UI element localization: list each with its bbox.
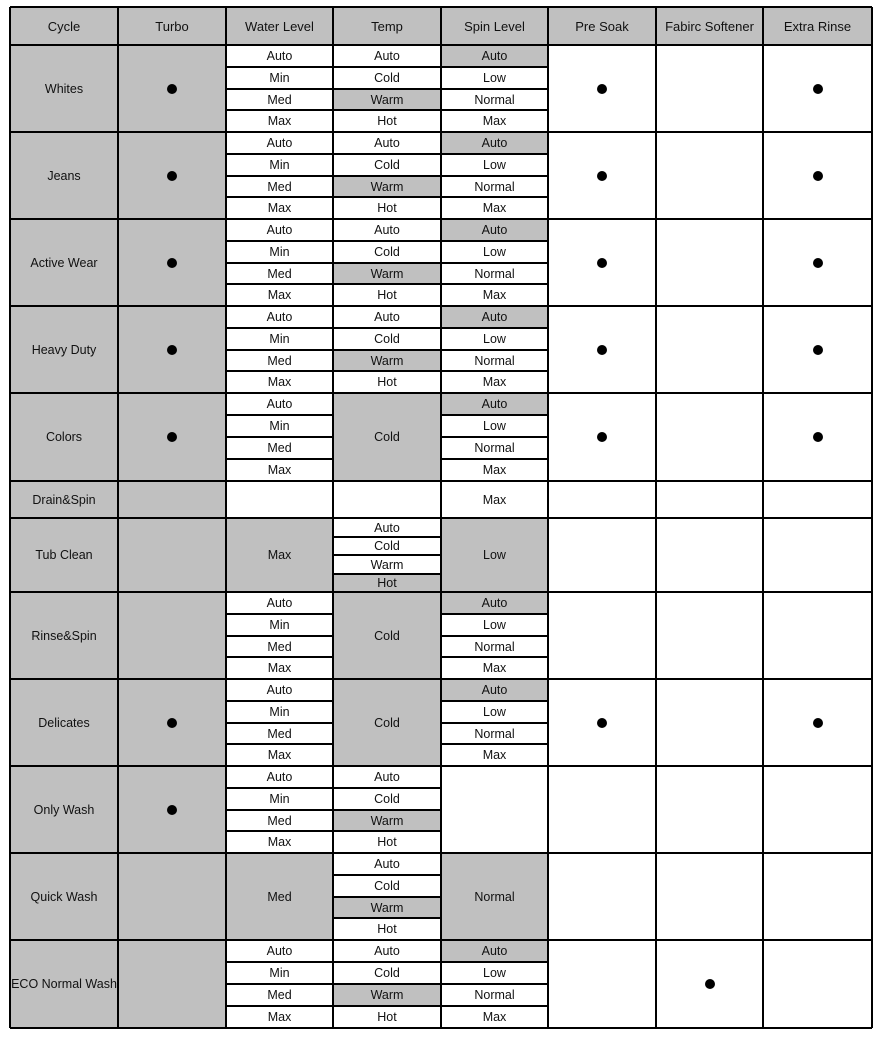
extra-rinse-cell [763, 481, 872, 518]
water-level-option: Auto [226, 45, 333, 67]
bullet-dot-icon [167, 171, 177, 181]
bullet-dot-icon [597, 432, 607, 442]
turbo-cell [118, 766, 226, 853]
water-level-option: Med [226, 437, 333, 459]
table-rule [655, 7, 657, 1028]
extra-rinse-cell [763, 219, 872, 306]
bullet-dot-icon [597, 345, 607, 355]
table-rule [226, 1005, 333, 1007]
water-level-option: Auto [226, 940, 333, 962]
table-rule [226, 175, 333, 177]
table-rule [226, 656, 333, 658]
water-level-option: Med [226, 176, 333, 197]
spin-level-option: Normal [441, 176, 548, 197]
cycle-name: ECO Normal Wash [10, 940, 118, 1028]
water-level-option: Min [226, 701, 333, 723]
pre-soak-cell [548, 132, 656, 219]
extra-rinse-cell [763, 679, 872, 766]
table-rule [441, 722, 548, 724]
water-level-option: Max [226, 657, 333, 679]
temp-option: Auto [333, 766, 441, 788]
temp-option: Warm [333, 897, 441, 918]
pre-soak-cell [548, 393, 656, 481]
bullet-dot-icon [167, 805, 177, 815]
table-rule [441, 196, 548, 198]
cycle-name: Tub Clean [10, 518, 118, 592]
water-level-option: Max [226, 110, 333, 132]
water-level-option: Med [226, 350, 333, 371]
table-rule [226, 743, 333, 745]
spin-level-option: Low [441, 328, 548, 350]
bullet-dot-icon [813, 432, 823, 442]
bullet-dot-icon [813, 718, 823, 728]
water-level-option: Auto [226, 393, 333, 415]
table-rule [226, 153, 333, 155]
table-rule [333, 109, 441, 111]
bullet-dot-icon [167, 258, 177, 268]
spin-level-option: Low [441, 67, 548, 89]
turbo-cell [118, 132, 226, 219]
temp-option: Cold [333, 241, 441, 263]
column-header-cycle: Cycle [10, 7, 118, 45]
bullet-dot-icon [813, 345, 823, 355]
water-level-option: Max [226, 284, 333, 306]
cycle-name: Only Wash [10, 766, 118, 853]
temp-option: Warm [333, 350, 441, 371]
turbo-cell [118, 940, 226, 1028]
water-level-cell: Max [226, 518, 333, 592]
spin-level-option: Normal [441, 350, 548, 371]
cycle-name: Rinse&Spin [10, 592, 118, 679]
turbo-cell [118, 219, 226, 306]
spin-level-option: Max [441, 284, 548, 306]
column-header-temp: Temp [333, 7, 441, 45]
temp-option: Hot [333, 110, 441, 132]
table-rule [441, 635, 548, 637]
temp-cell: Cold [333, 592, 441, 679]
temp-option: Warm [333, 555, 441, 574]
water-level-option: Max [226, 197, 333, 219]
fabric-softener-cell [656, 853, 763, 940]
table-rule [9, 7, 11, 1028]
table-rule [333, 196, 441, 198]
temp-cell: Cold [333, 393, 441, 481]
spin-level-cell: Max [441, 481, 548, 518]
table-rule [441, 743, 548, 745]
temp-option: Cold [333, 67, 441, 89]
spin-level-cell: Normal [441, 853, 548, 940]
bullet-dot-icon [597, 258, 607, 268]
table-rule [333, 349, 441, 351]
wash-cycle-table [10, 7, 872, 1030]
temp-option: Hot [333, 574, 441, 592]
temp-option: Warm [333, 263, 441, 284]
water-level-option: Min [226, 67, 333, 89]
temp-option: Hot [333, 371, 441, 393]
water-level-option: Med [226, 263, 333, 284]
fabric-softener-cell [656, 306, 763, 393]
table-rule [226, 983, 333, 985]
bullet-dot-icon [813, 171, 823, 181]
water-level-cell [226, 481, 333, 518]
extra-rinse-cell [763, 940, 872, 1028]
temp-option: Hot [333, 284, 441, 306]
temp-cell [333, 481, 441, 518]
temp-option: Cold [333, 537, 441, 555]
temp-option: Auto [333, 518, 441, 537]
column-header-fabirc-softener: Fabirc Softener [656, 7, 763, 45]
extra-rinse-cell [763, 306, 872, 393]
fabric-softener-cell [656, 132, 763, 219]
table-rule [333, 809, 441, 811]
bullet-dot-icon [705, 979, 715, 989]
temp-option: Cold [333, 875, 441, 897]
table-rule [226, 196, 333, 198]
table-rule [226, 635, 333, 637]
fabric-softener-cell [656, 393, 763, 481]
table-rule [441, 262, 548, 264]
column-header-spin-level: Spin Level [441, 7, 548, 45]
pre-soak-cell [548, 679, 656, 766]
bullet-dot-icon [167, 345, 177, 355]
table-rule [333, 874, 441, 876]
table-rule [226, 240, 333, 242]
water-level-option: Med [226, 89, 333, 110]
spin-level-option: Normal [441, 636, 548, 657]
extra-rinse-cell [763, 853, 872, 940]
water-level-option: Max [226, 459, 333, 481]
spin-level-option: Auto [441, 219, 548, 241]
pre-soak-cell [548, 940, 656, 1028]
table-rule [441, 327, 548, 329]
water-level-option: Min [226, 962, 333, 984]
spin-level-option: Low [441, 962, 548, 984]
spin-level-option: Auto [441, 45, 548, 67]
water-level-option: Auto [226, 132, 333, 154]
table-rule [226, 327, 333, 329]
table-rule [333, 917, 441, 919]
water-level-option: Auto [226, 306, 333, 328]
spin-level-option: Auto [441, 940, 548, 962]
spin-level-option: Max [441, 110, 548, 132]
spin-level-option: Max [441, 1006, 548, 1028]
bullet-dot-icon [813, 84, 823, 94]
water-level-option: Max [226, 744, 333, 766]
spin-level-option: Auto [441, 679, 548, 701]
table-rule [441, 414, 548, 416]
temp-option: Hot [333, 1006, 441, 1028]
table-rule [226, 66, 333, 68]
table-rule [333, 573, 441, 575]
table-rule [226, 787, 333, 789]
spin-level-cell [441, 766, 548, 853]
table-rule [226, 613, 333, 615]
cycle-name: Jeans [10, 132, 118, 219]
column-header-extra-rinse: Extra Rinse [763, 7, 872, 45]
turbo-cell [118, 306, 226, 393]
table-rule [441, 436, 548, 438]
water-level-option: Med [226, 723, 333, 744]
turbo-cell [118, 45, 226, 132]
fabric-softener-cell [656, 219, 763, 306]
table-rule [117, 7, 119, 1028]
spin-level-option: Normal [441, 984, 548, 1006]
spin-level-option: Auto [441, 393, 548, 415]
water-level-option: Min [226, 788, 333, 810]
spin-level-option: Low [441, 154, 548, 176]
water-level-option: Auto [226, 219, 333, 241]
table-rule [333, 554, 441, 556]
spin-level-option: Max [441, 744, 548, 766]
table-rule [441, 1005, 548, 1007]
table-rule [333, 153, 441, 155]
spin-level-option: Max [441, 197, 548, 219]
table-rule [333, 536, 441, 538]
spin-level-option: Auto [441, 592, 548, 614]
extra-rinse-cell [763, 766, 872, 853]
cycle-name: Whites [10, 45, 118, 132]
fabric-softener-cell [656, 481, 763, 518]
temp-option: Auto [333, 306, 441, 328]
table-rule [333, 983, 441, 985]
temp-option: Warm [333, 810, 441, 831]
table-rule [226, 262, 333, 264]
pre-soak-cell [548, 45, 656, 132]
cycle-name: Active Wear [10, 219, 118, 306]
table-rule [333, 830, 441, 832]
temp-option: Auto [333, 132, 441, 154]
spin-level-cell: Low [441, 518, 548, 592]
table-rule [226, 830, 333, 832]
temp-option: Auto [333, 853, 441, 875]
cycle-name: Quick Wash [10, 853, 118, 940]
fabric-softener-cell [656, 518, 763, 592]
table-rule [333, 370, 441, 372]
spin-level-option: Max [441, 371, 548, 393]
table-rule [226, 283, 333, 285]
spin-level-option: Normal [441, 437, 548, 459]
bullet-dot-icon [597, 171, 607, 181]
temp-option: Cold [333, 154, 441, 176]
spin-level-option: Low [441, 701, 548, 723]
water-level-cell: Med [226, 853, 333, 940]
water-level-option: Min [226, 415, 333, 437]
table-rule [441, 283, 548, 285]
cycle-name: Colors [10, 393, 118, 481]
water-level-option: Min [226, 614, 333, 636]
cycle-name: Heavy Duty [10, 306, 118, 393]
pre-soak-cell [548, 481, 656, 518]
pre-soak-cell [548, 518, 656, 592]
table-rule [333, 240, 441, 242]
table-rule [441, 109, 548, 111]
column-header-turbo: Turbo [118, 7, 226, 45]
extra-rinse-cell [763, 592, 872, 679]
table-rule [547, 7, 549, 1028]
table-rule [226, 809, 333, 811]
temp-option: Hot [333, 918, 441, 940]
pre-soak-cell [548, 853, 656, 940]
table-rule [441, 613, 548, 615]
temp-option: Auto [333, 219, 441, 241]
spin-level-option: Auto [441, 306, 548, 328]
fabric-softener-cell [656, 766, 763, 853]
cycle-name: Drain&Spin [10, 481, 118, 518]
table-rule [226, 109, 333, 111]
pre-soak-cell [548, 766, 656, 853]
bullet-dot-icon [167, 84, 177, 94]
table-rule [441, 458, 548, 460]
table-rule [226, 349, 333, 351]
cycle-name: Delicates [10, 679, 118, 766]
water-level-option: Min [226, 328, 333, 350]
temp-option: Cold [333, 788, 441, 810]
temp-option: Hot [333, 197, 441, 219]
fabric-softener-cell [656, 679, 763, 766]
spin-level-option: Normal [441, 263, 548, 284]
temp-option: Warm [333, 984, 441, 1006]
column-header-pre-soak: Pre Soak [548, 7, 656, 45]
table-rule [441, 153, 548, 155]
bullet-dot-icon [597, 718, 607, 728]
table-rule [333, 896, 441, 898]
water-level-option: Auto [226, 592, 333, 614]
table-rule [333, 66, 441, 68]
table-rule [225, 7, 227, 1028]
turbo-cell [118, 393, 226, 481]
turbo-cell [118, 853, 226, 940]
temp-cell: Cold [333, 679, 441, 766]
table-rule [333, 175, 441, 177]
table-rule [441, 349, 548, 351]
turbo-cell [118, 518, 226, 592]
table-rule [441, 240, 548, 242]
water-level-option: Auto [226, 766, 333, 788]
fabric-softener-cell [656, 940, 763, 1028]
extra-rinse-cell [763, 518, 872, 592]
bullet-dot-icon [167, 432, 177, 442]
temp-option: Cold [333, 328, 441, 350]
spin-level-option: Normal [441, 723, 548, 744]
table-rule [333, 1005, 441, 1007]
table-rule [441, 370, 548, 372]
water-level-option: Max [226, 371, 333, 393]
table-rule [333, 283, 441, 285]
table-rule [441, 983, 548, 985]
spin-level-option: Low [441, 614, 548, 636]
table-rule [441, 66, 548, 68]
temp-option: Warm [333, 176, 441, 197]
table-rule [333, 88, 441, 90]
table-rule [441, 656, 548, 658]
table-rule [333, 787, 441, 789]
temp-option: Cold [333, 962, 441, 984]
bullet-dot-icon [167, 718, 177, 728]
table-rule [226, 370, 333, 372]
table-rule [333, 961, 441, 963]
pre-soak-cell [548, 306, 656, 393]
water-level-option: Min [226, 154, 333, 176]
column-header-water-level: Water Level [226, 7, 333, 45]
temp-option: Auto [333, 940, 441, 962]
water-level-option: Med [226, 984, 333, 1006]
spin-level-option: Low [441, 241, 548, 263]
table-rule [226, 414, 333, 416]
table-rule [226, 722, 333, 724]
table-rule [441, 175, 548, 177]
bullet-dot-icon [813, 258, 823, 268]
turbo-cell [118, 481, 226, 518]
table-rule [441, 700, 548, 702]
water-level-option: Max [226, 831, 333, 853]
water-level-option: Med [226, 810, 333, 831]
water-level-option: Max [226, 1006, 333, 1028]
fabric-softener-cell [656, 592, 763, 679]
water-level-option: Min [226, 241, 333, 263]
bullet-dot-icon [597, 84, 607, 94]
extra-rinse-cell [763, 132, 872, 219]
turbo-cell [118, 592, 226, 679]
temp-option: Auto [333, 45, 441, 67]
spin-level-option: Auto [441, 132, 548, 154]
table-rule [762, 7, 764, 1028]
table-rule [441, 88, 548, 90]
table-rule [871, 7, 873, 1028]
extra-rinse-cell [763, 45, 872, 132]
water-level-option: Auto [226, 679, 333, 701]
table-rule [226, 700, 333, 702]
spin-level-option: Low [441, 415, 548, 437]
water-level-option: Med [226, 636, 333, 657]
table-rule [441, 961, 548, 963]
pre-soak-cell [548, 219, 656, 306]
spin-level-option: Max [441, 657, 548, 679]
fabric-softener-cell [656, 45, 763, 132]
table-rule [333, 327, 441, 329]
table-rule [226, 436, 333, 438]
turbo-cell [118, 679, 226, 766]
extra-rinse-cell [763, 393, 872, 481]
pre-soak-cell [548, 592, 656, 679]
table-rule [226, 961, 333, 963]
temp-option: Hot [333, 831, 441, 853]
temp-option: Warm [333, 89, 441, 110]
table-rule [333, 262, 441, 264]
table-rule [226, 458, 333, 460]
table-rule [226, 88, 333, 90]
spin-level-option: Normal [441, 89, 548, 110]
spin-level-option: Max [441, 459, 548, 481]
